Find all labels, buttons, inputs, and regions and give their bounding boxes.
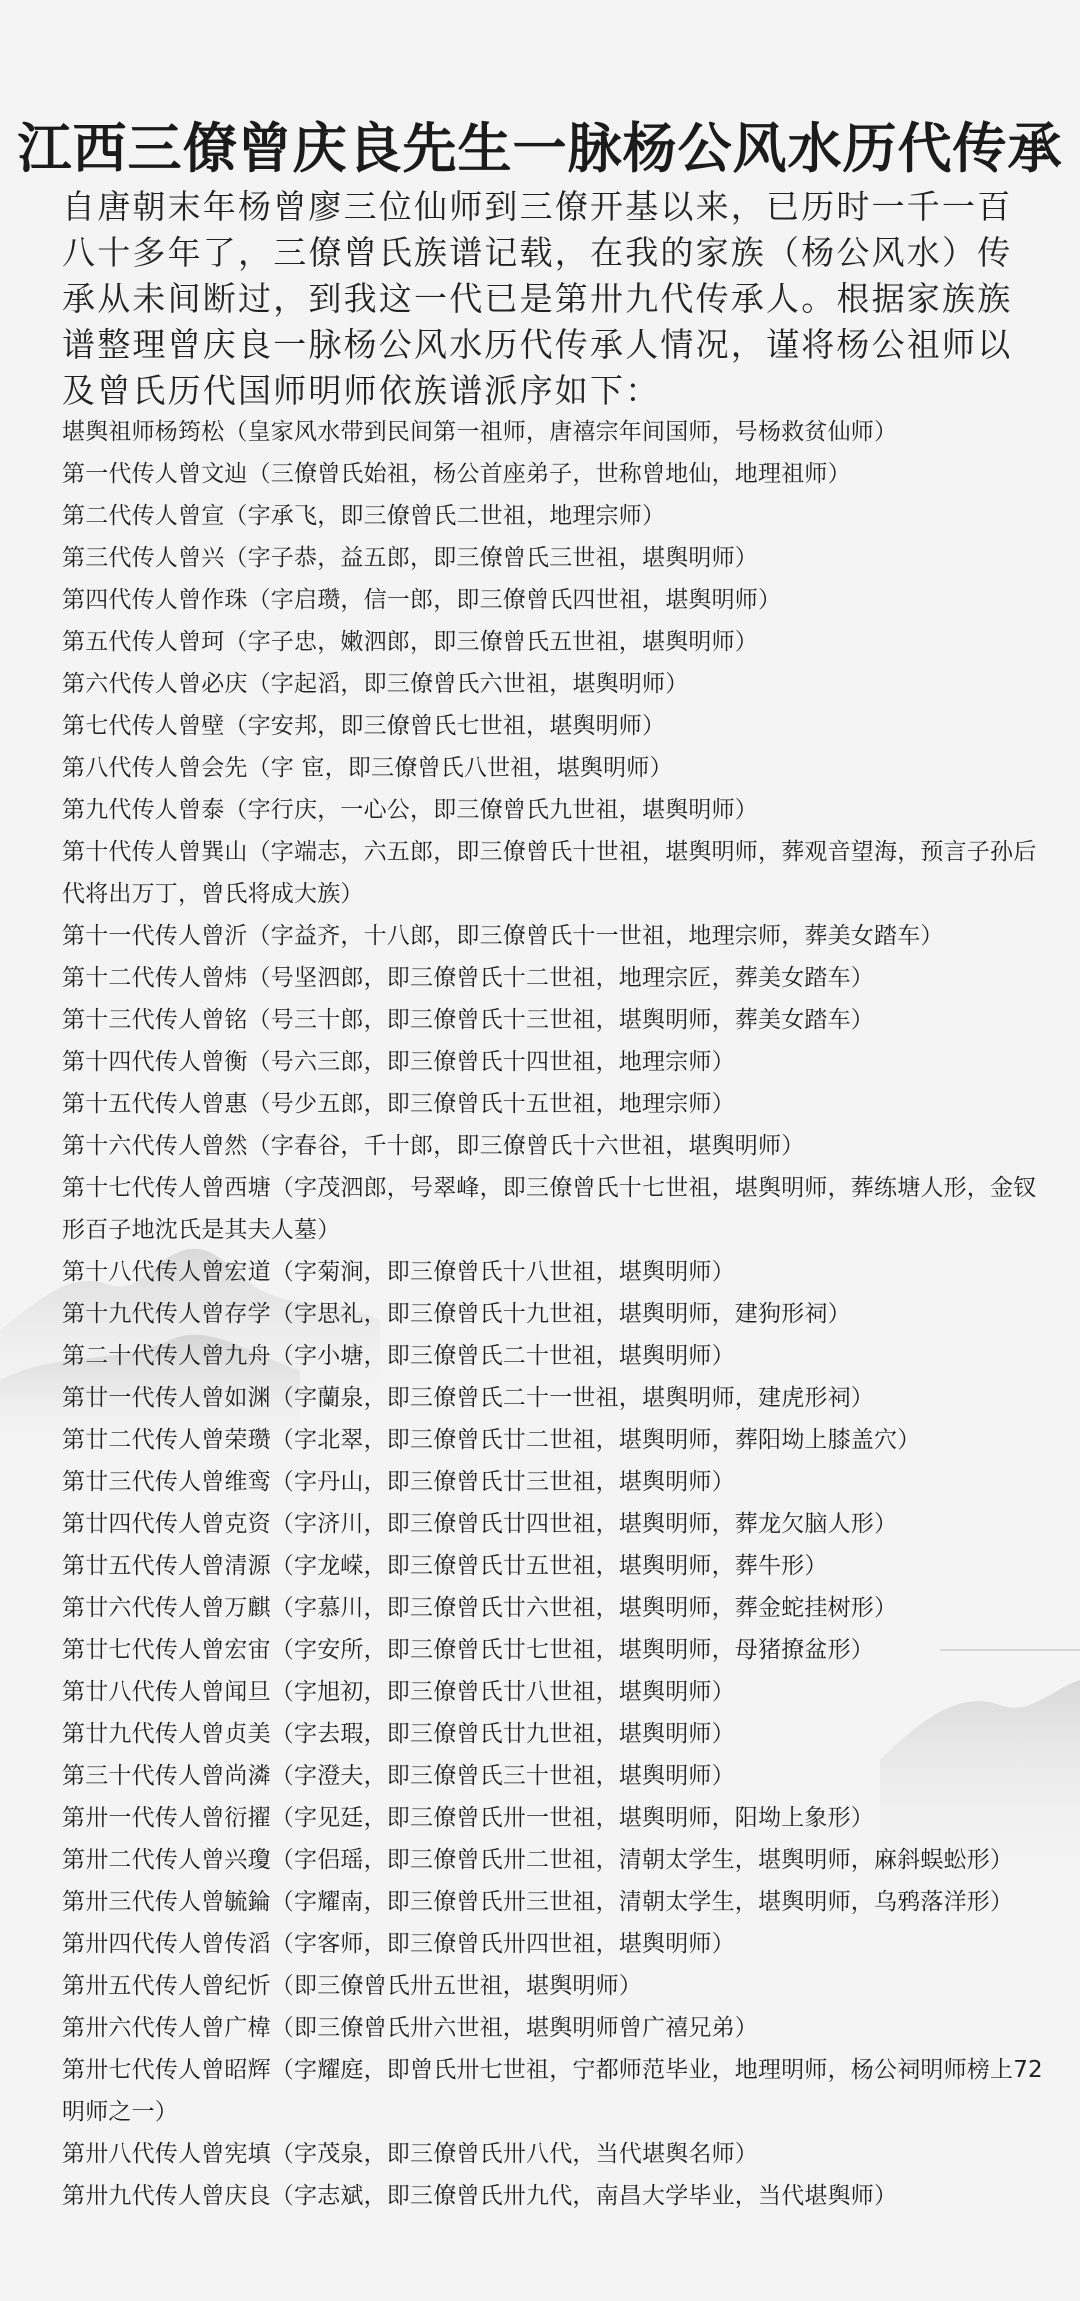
lineage-list	[62, 411, 1048, 2217]
lineage-entry: 第十八代传人曾宏道（字菊涧，即三僚曾氏十八世祖，堪舆明师）	[62, 1259, 735, 1285]
lineage-entry: 第十七代传人曾西塘（字茂泗郎，号翠峰，即三僚曾氏十七世祖，堪舆明师，葬练塘人形，金钗形百子地沈氏是其夫人墓）	[62, 1175, 1037, 1243]
lineage-entry: 第廿八代传人曾闻旦（字旭初，即三僚曾氏廿八世祖，堪舆明师）	[62, 1679, 735, 1705]
lineage-entry: 第卅一代传人曾衍擢（字见廷，即三僚曾氏卅一世祖，堪舆明师，阳坳上象形）	[62, 1805, 874, 1831]
lineage-entry: 第十五代传人曾惠（号少五郎，即三僚曾氏十五世祖，地理宗师）	[62, 1091, 735, 1117]
lineage-entry: 第廿二代传人曾荣瓒（字北翠，即三僚曾氏廿二世祖，堪舆明师，葬阳坳上膝盖穴）	[62, 1427, 921, 1453]
lineage-entry: 第卅二代传人曾兴瓊（字侣瑶，即三僚曾氏卅二世祖，清朝太学生，堪舆明师，麻斜蜈蚣形）	[62, 1847, 1014, 1873]
lineage-entry: 第十九代传人曾存学（字思礼，即三僚曾氏十九世祖，堪舆明师，建狗形祠）	[62, 1301, 851, 1327]
lineage-entry: 第廿一代传人曾如渊（字蘭泉，即三僚曾氏二十一世祖，堪舆明师，建虎形祠）	[62, 1385, 874, 1411]
lineage-entry: 第九代传人曾泰（字行庆，一心公，即三僚曾氏九世祖，堪舆明师）	[62, 797, 758, 823]
lineage-entry: 第三十代传人曾尚潾（字澄夫，即三僚曾氏三十世祖，堪舆明师）	[62, 1763, 735, 1789]
lineage-entry: 堪舆祖师杨筠松（皇家风水带到民间第一祖师，唐禧宗年间国师，号杨救贫仙师）	[62, 419, 898, 445]
lineage-entry: 第廿三代传人曾维鸾（字丹山，即三僚曾氏廿三世祖，堪舆明师）	[62, 1469, 735, 1495]
lineage-entry: 第廿七代传人曾宏宙（字安所，即三僚曾氏廿七世祖，堪舆明师，母猪撩盆形）	[62, 1637, 874, 1663]
lineage-entry: 第十三代传人曾铭（号三十郎，即三僚曾氏十三世祖，堪舆明师，葬美女踏车）	[62, 1007, 874, 1033]
lineage-entry: 第二十代传人曾九舟（字小塘，即三僚曾氏二十世祖，堪舆明师）	[62, 1343, 735, 1369]
lineage-entry: 第卅九代传人曾庆良（字志斌，即三僚曾氏卅九代，南昌大学毕业，当代堪舆师）	[62, 2183, 898, 2209]
lineage-entry: 第卅四代传人曾传滔（字客师，即三僚曾氏卅四世祖，堪舆明师）	[62, 1931, 735, 1957]
lineage-entry: 第二代传人曾宣（字承飞，即三僚曾氏二世祖，地理宗师）	[62, 503, 666, 529]
lineage-entry: 第十二代传人曾炜（号坚泗郎，即三僚曾氏十二世祖，地理宗匠，葬美女踏车）	[62, 965, 874, 991]
intro-paragraph: 自唐朝末年杨曾廖三位仙师到三僚开基以来，已历时一千一百八十多年了，三僚曾氏族谱记载，在我的家族（杨公风水）传承从未间断过，到我这一代已是第卅九代传承人。根据家族族谱整理曾庆良一脉杨公风水历代传承人情况，谨将杨公祖师以及曾氏历代国师明师依族谱派序如下：	[62, 187, 1013, 410]
lineage-entry: 第十四代传人曾衡（号六三郎，即三僚曾氏十四世祖，地理宗师）	[62, 1049, 735, 1075]
lineage-entry: 第十一代传人曾沂（字益齐，十八郎，即三僚曾氏十一世祖，地理宗师，葬美女踏车）	[62, 923, 944, 949]
lineage-entry: 第一代传人曾文辿（三僚曾氏始祖，杨公首座弟子，世称曾地仙，地理祖师）	[62, 461, 851, 487]
lineage-entry: 第五代传人曾珂（字子忠，嫩泗郎，即三僚曾氏五世祖，堪舆明师）	[62, 629, 758, 655]
lineage-entry: 第卅六代传人曾广椲（即三僚曾氏卅六世祖，堪舆明师曾广禧兄弟）	[62, 2015, 758, 2041]
page-title: 江西三僚曾庆良先生一脉杨公风水历代传承	[17, 116, 1063, 181]
lineage-entry: 第卅七代传人曾昭辉（字耀庭，即曾氏卅七世祖，宁都师范毕业，地理明师，杨公祠明师榜上72明师之一）	[62, 2057, 1043, 2125]
lineage-entry: 第卅八代传人曾宪填（字茂泉，即三僚曾氏卅八代，当代堪舆名师）	[62, 2141, 758, 2167]
lineage-entry: 第四代传人曾作珠（字启瓒，信一郎，即三僚曾氏四世祖，堪舆明师）	[62, 587, 782, 613]
lineage-entry: 第廿五代传人曾清源（字龙嵘，即三僚曾氏廿五世祖，堪舆明师，葬牛形）	[62, 1553, 828, 1579]
lineage-entry: 第八代传人曾会先（字 宦，即三僚曾氏八世祖，堪舆明师）	[62, 755, 673, 781]
lineage-entry: 第十六代传人曾然（字春谷，千十郎，即三僚曾氏十六世祖，堪舆明师）	[62, 1133, 805, 1159]
lineage-entry: 第廿九代传人曾贞美（字去瑕，即三僚曾氏廿九世祖，堪舆明师）	[62, 1721, 735, 1747]
lineage-entry: 第六代传人曾必庆（字起滔，即三僚曾氏六世祖，堪舆明师）	[62, 671, 689, 697]
lineage-entry: 第十代传人曾巽山（字端志，六五郎，即三僚曾氏十世祖，堪舆明师，葬观音望海，预言子孙后代将出万丁，曾氏将成大族）	[62, 839, 1037, 907]
lineage-entry: 第卅五代传人曾纪忻（即三僚曾氏卅五世祖，堪舆明师）	[62, 1973, 642, 1999]
lineage-entry: 第廿六代传人曾万麒（字慕川，即三僚曾氏廿六世祖，堪舆明师，葬金蛇挂树形）	[62, 1595, 898, 1621]
lineage-entry: 第七代传人曾壁（字安邦，即三僚曾氏七世祖，堪舆明师）	[62, 713, 666, 739]
lineage-entry: 第卅三代传人曾毓錀（字耀南，即三僚曾氏卅三世祖，清朝太学生，堪舆明师，乌鸦落洋形）	[62, 1889, 1014, 1915]
lineage-entry: 第廿四代传人曾克资（字济川，即三僚曾氏廿四世祖，堪舆明师，葬龙欠脑人形）	[62, 1511, 898, 1537]
lineage-entry: 第三代传人曾兴（字子恭，益五郎，即三僚曾氏三世祖，堪舆明师）	[62, 545, 758, 571]
